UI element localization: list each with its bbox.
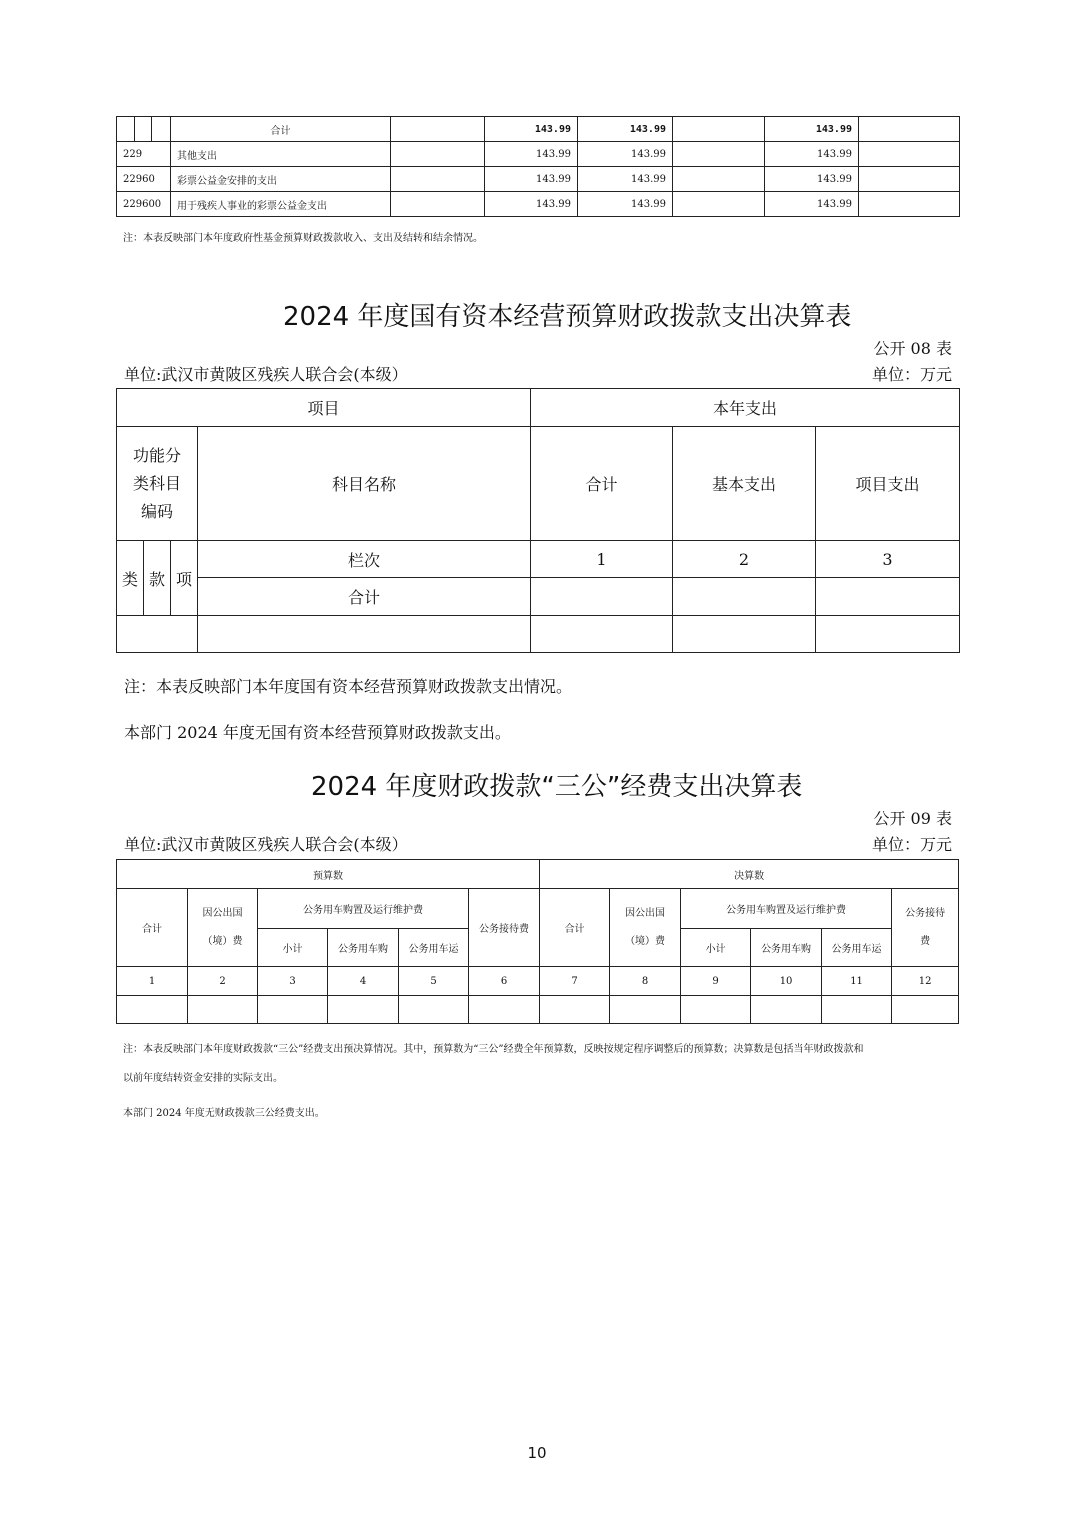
table-row [117,967,959,996]
currency-unit: 单位：万元 [871,365,952,384]
value-cell: 143.99 [485,167,578,192]
header-xiang: 项 [171,541,198,616]
table-note: 注：本表反映部门本年度国有资本经营预算财政拨款支出情况。 [124,677,573,696]
page-number: 10 [527,1444,547,1462]
form-number: 公开 08 表 [873,339,952,358]
value-cell: 143.99 [765,142,859,167]
header-vehicle-run: 公务用车运 [822,929,892,967]
value-cell [859,142,960,167]
header-vehicle-run: 公务用车运 [399,929,469,967]
value-cell: 143.99 [578,142,673,167]
header-abroad-line2: （境）费 [625,935,666,947]
value-cell [117,996,188,1024]
column-number: 8 [610,967,681,996]
table-row [117,389,960,427]
table-row [117,889,959,929]
name-cell: 合计 [171,117,391,142]
column-number: 9 [681,967,751,996]
header-vehicle-buy: 公务用车购 [751,929,822,967]
header-program: 项目支出 [816,427,960,541]
value-cell: 143.99 [578,117,673,142]
value-cell [816,578,960,616]
column-number: 10 [751,967,822,996]
fund-budget-table [116,116,960,217]
value-cell [531,578,673,616]
column-number: 2 [673,541,816,578]
table-row [117,117,960,142]
header-kuan: 款 [144,541,171,616]
value-cell [892,996,959,1024]
name-cell: 其他支出 [171,142,391,167]
value-cell [859,117,960,142]
header-subject-name: 科目名称 [198,427,531,541]
code-cell [117,616,198,653]
table-row [117,192,960,217]
value-cell [399,996,469,1024]
header-function-code [117,427,198,541]
header-total: 合计 [540,889,610,967]
column-number-label: 栏次 [198,541,531,578]
column-number: 12 [892,967,959,996]
column-number: 1 [117,967,188,996]
value-cell [673,117,765,142]
value-cell [391,192,485,217]
value-cell [859,167,960,192]
value-cell [540,996,610,1024]
column-number: 5 [399,967,469,996]
header-project: 项目 [117,389,531,427]
value-cell [531,616,673,653]
table-note-line1: 注：本表反映部门本年度财政拨款“三公”经费支出预决算情况。其中，预算数为“三公”经费全年预算数，反映按规定程序调整后的预算数；决算数是包括当年财政拨款和 [123,1044,864,1055]
header-basic: 基本支出 [673,427,816,541]
column-number: 4 [328,967,399,996]
code-cell: 229 [117,142,171,167]
value-cell [391,117,485,142]
table-row [117,616,960,653]
header-total: 合计 [531,427,673,541]
table-row [117,142,960,167]
form-number: 公开 09 表 [873,809,952,828]
value-cell [822,996,892,1024]
value-cell [610,996,681,1024]
value-cell [751,996,822,1024]
value-cell [391,167,485,192]
table-row [117,860,959,889]
statement: 本部门 2024 年度无国有资本经营预算财政拨款支出。 [124,723,511,742]
value-cell [328,996,399,1024]
value-cell [258,996,328,1024]
value-cell: 143.99 [765,192,859,217]
value-cell: 143.99 [578,167,673,192]
value-cell [673,578,816,616]
statement: 本部门 2024 年度无财政拨款三公经费支出。 [123,1108,325,1119]
header-vehicle-buy: 公务用车购 [328,929,399,967]
header-abroad [610,889,681,967]
code-cell [152,117,171,142]
column-number: 3 [816,541,960,578]
value-cell [673,192,765,217]
column-number: 11 [822,967,892,996]
header-abroad-line1: 因公出国 [202,907,243,919]
header-reception-line1: 公务接待 [905,907,946,919]
state-capital-table [116,388,960,653]
code-cell: 22960 [117,167,171,192]
name-cell [198,616,531,653]
code-cell [117,117,135,142]
value-cell: 143.99 [485,117,578,142]
header-reception [892,889,959,967]
value-cell [673,616,816,653]
three-public-table [116,859,959,1024]
column-number: 2 [188,967,258,996]
column-number: 3 [258,967,328,996]
value-cell [188,996,258,1024]
unit-label: 单位:武汉市黄陂区残疾人联合会(本级） [124,835,408,854]
table-row [117,996,959,1024]
value-cell [469,996,540,1024]
header-subtotal: 小计 [681,929,751,967]
value-cell [673,167,765,192]
header-subtotal: 小计 [258,929,328,967]
table-note: 注：本表反映部门本年度政府性基金预算财政拨款收入、支出及结转和结余情况。 [123,233,483,244]
header-abroad-line2: （境）费 [202,935,243,947]
header-reception: 公务接待费 [469,889,540,967]
section-title: 2024 年度国有资本经营预算财政拨款支出决算表 [283,302,852,332]
table-row [117,427,960,541]
unit-label: 单位:武汉市黄陂区残疾人联合会(本级） [124,365,408,384]
header-abroad-line1: 因公出国 [625,907,666,919]
header-vehicle: 公务用车购置及运行维护费 [258,889,469,929]
value-cell [816,616,960,653]
value-cell: 143.99 [765,117,859,142]
value-cell: 143.99 [765,167,859,192]
value-cell [859,192,960,217]
code-cell: 229600 [117,192,171,217]
code-cell [135,117,152,142]
value-cell: 143.99 [578,192,673,217]
table-row [117,541,960,578]
header-budget: 预算数 [117,860,540,889]
header-vehicle: 公务用车购置及运行维护费 [681,889,892,929]
value-cell [391,142,485,167]
header-function-code-label: 功能分类科目编码 [132,445,181,521]
value-cell [681,996,751,1024]
header-reception-line2: 费 [920,935,931,947]
header-abroad [188,889,258,967]
value-cell: 143.99 [485,192,578,217]
table-note-line2: 以前年度结转资金安排的实际支出。 [123,1073,283,1084]
currency-unit: 单位：万元 [871,835,952,854]
column-number: 7 [540,967,610,996]
table-row [117,578,960,616]
column-number: 1 [531,541,673,578]
header-total: 合计 [117,889,188,967]
column-number: 6 [469,967,540,996]
name-cell: 彩票公益金安排的支出 [171,167,391,192]
header-lei: 类 [117,541,144,616]
name-cell: 用于残疾人事业的彩票公益金支出 [171,192,391,217]
value-cell [673,142,765,167]
sum-row-label: 合计 [198,578,531,616]
header-current-expense: 本年支出 [531,389,960,427]
value-cell: 143.99 [485,142,578,167]
header-final: 决算数 [540,860,959,889]
section-title: 2024 年度财政拨款“三公”经费支出决算表 [311,772,803,802]
table-row [117,167,960,192]
